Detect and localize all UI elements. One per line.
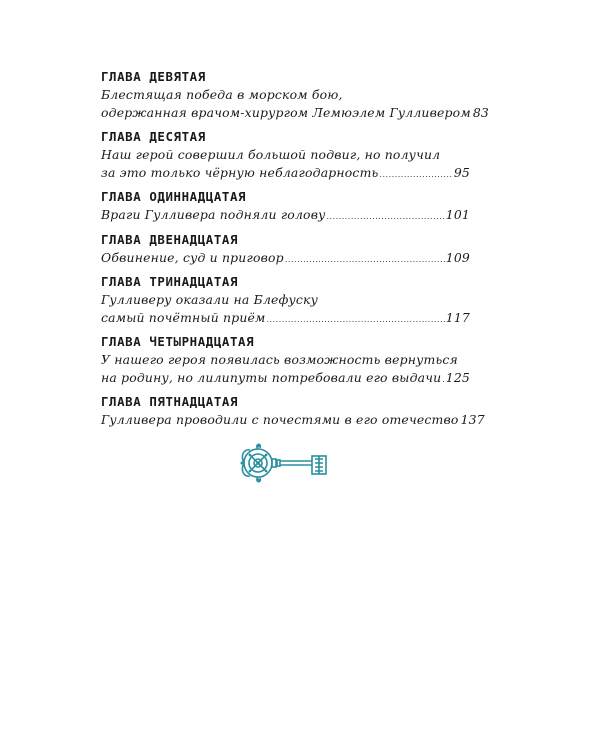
chapter-subtitle-text: одержанная врачом-хирургом Лемюэлем Гулливером <box>101 104 471 120</box>
chapter-subtitle-text: на родину, но лилипуты потребовали его выдачи <box>101 369 442 385</box>
chapter-subtitle-line <box>101 249 470 267</box>
chapter-heading: ГЛАВА ДЕВЯТАЯ <box>101 69 206 84</box>
chapter-heading: ГЛАВА ПЯТНАДЦАТАЯ <box>101 394 239 409</box>
chapter-subtitle-line <box>101 411 485 429</box>
chapter-subtitle-text: Наш герой совершил большой подвиг, но получил <box>101 147 441 162</box>
chapter-subtitle-line <box>101 369 470 387</box>
dot-leader <box>327 208 445 226</box>
chapter-subtitle-line <box>101 164 470 182</box>
chapter-subtitle-text: Враги Гулливера подняли голову <box>101 207 326 222</box>
toc-entry-chapter-10[interactable] <box>101 128 470 181</box>
page-number: 109 <box>445 249 470 265</box>
chapter-subtitle-line <box>101 146 470 164</box>
ornate-key-icon <box>236 440 332 486</box>
chapter-heading: ГЛАВА ЧЕТЫРНАДЦАТАЯ <box>101 334 255 349</box>
chapter-subtitle-line <box>101 291 470 309</box>
chapter-subtitle-line <box>101 104 489 122</box>
toc-entry-chapter-9[interactable] <box>101 68 489 121</box>
dot-leader <box>267 311 445 329</box>
chapter-subtitle-text: самый почётный приём <box>101 309 266 325</box>
page-number: 83 <box>472 104 489 120</box>
chapter-heading: ГЛАВА ОДИННАДЦАТАЯ <box>101 189 247 204</box>
chapter-subtitle-text: У нашего героя появилась возможность вернуться <box>101 352 458 367</box>
dot-leader <box>442 371 444 389</box>
chapter-heading: ГЛАВА ДЕСЯТАЯ <box>101 129 206 144</box>
chapter-heading: ГЛАВА ТРИНАДЦАТАЯ <box>101 274 239 289</box>
page-number: 117 <box>445 309 470 325</box>
chapter-subtitle-text: Гулливеру оказали на Блефуску <box>101 292 318 307</box>
toc-entry-chapter-12[interactable] <box>101 231 470 267</box>
chapter-subtitle-line <box>101 86 470 104</box>
page-number: 137 <box>460 412 485 427</box>
page-number: 101 <box>445 207 470 222</box>
page-number: 125 <box>445 369 470 385</box>
table-of-contents <box>101 68 489 436</box>
page-number: 95 <box>453 164 470 180</box>
chapter-subtitle-line <box>101 309 470 327</box>
toc-entry-chapter-13[interactable] <box>101 273 470 326</box>
chapter-subtitle-text: за это только чёрную неблагодарность <box>101 164 379 180</box>
dot-leader <box>285 251 445 269</box>
chapter-heading: ГЛАВА ДВЕНАДЦАТАЯ <box>101 231 239 247</box>
toc-entry-chapter-11[interactable] <box>101 188 470 224</box>
chapter-subtitle-line <box>101 351 470 369</box>
dot-leader <box>379 166 452 184</box>
chapter-subtitle-text: Обвинение, суд и приговор <box>101 249 284 265</box>
chapter-subtitle-text: Блестящая победа в морском бою, <box>101 87 343 102</box>
chapter-subtitle-line <box>101 206 470 224</box>
chapter-subtitle-text: Гулливера проводили с почестями в его отечество <box>101 412 459 427</box>
toc-entry-chapter-15[interactable] <box>101 393 485 429</box>
toc-entry-chapter-14[interactable] <box>101 333 470 386</box>
